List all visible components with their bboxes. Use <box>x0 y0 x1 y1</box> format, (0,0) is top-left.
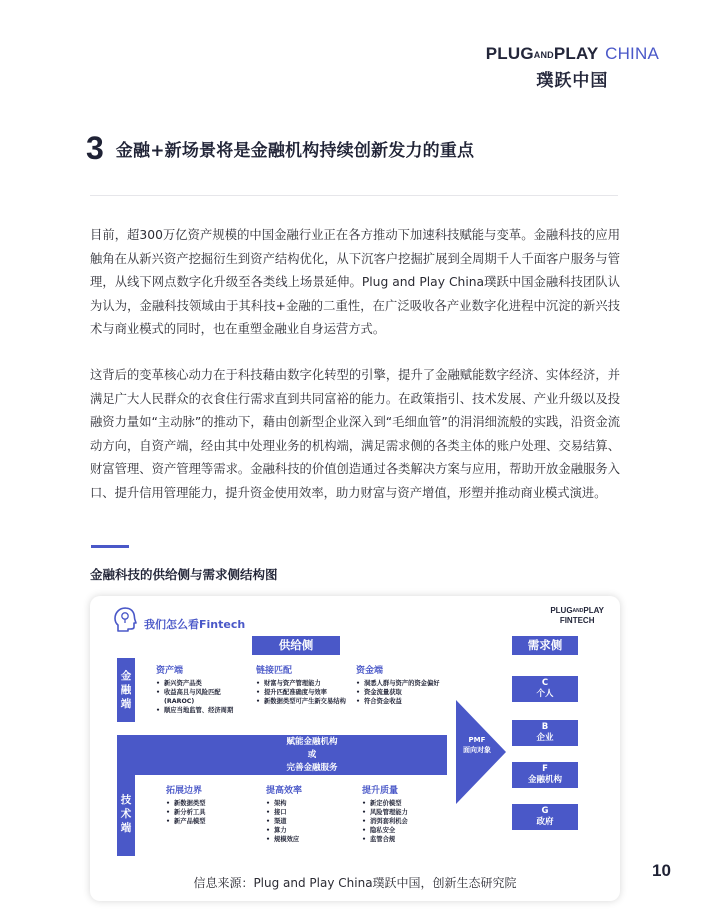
efficiency-column: 提高效率 • 架构 • 接口 • 渠道 • 算力 • 规模效应 <box>266 786 346 844</box>
caption-accent-bar <box>91 545 129 548</box>
supply-side-header: 供给侧 <box>252 636 340 655</box>
figure-source: 信息来源：Plug and Play China璞跃中国，创新生态研究院 <box>193 876 517 890</box>
matching-column: 链接匹配 • 财富与资产管理能力 • 提升匹配准确度与效率 • 新数据类型可产生新交易结构 <box>256 666 348 706</box>
paragraph-1: 目前，超300万亿资产规模的中国金融行业正在各方推动下加速科技赋能与变革。金融科技的应用触角在从新兴资产挖掘衍生到资产结构优化，从下沉客户挖掘扩展到全周期千人千面客户服务与管理，从线下网点数字化升级至各类线上场景延伸。Plug and Play China璞跃中国金融科技团队认为认为，金融科技领域由于其科技+金融的二重性，在广泛吸收各产业数字化进程中沉淀的新兴技术与商业模式的同时，也在重塑金融业自身运营方式。 <box>90 228 620 337</box>
paragraph-2: 这背后的变革核心动力在于科技藉由数字化转型的引擎，提升了金融赋能数字经济、实体经济，并满足广大人民群众的衣食住行需求直到共同富裕的能力。在政策指引、技术发展、产业升级以及投融资力量如“主动脉”的推动下，藉由创新型企业深入到“毛细血管”的涓涓细流般的实践，沿资金流动方向，自资产端，经由其中处理业务的机构端，满足需求侧的各类主体的账户处理、交易结算、财富管理、资产管理等需求。金融科技的价值创造通过各类解决方案与应用，帮助开放金融服务入口、提升信用管理能力，提升资金使用效率，助力财富与资产增值，形塑并推动商业模式演进。 <box>90 368 620 500</box>
section-title: 金融+新场景将是金融机构持续创新发力的重点 <box>115 141 475 161</box>
tech-side-label: 技 术 端 <box>117 772 135 856</box>
asset-side-column: 资产端 • 新兴资产品类 • 收益高且与风险匹配(RAROC) • 顺应当地监管、经济周期 <box>156 666 242 715</box>
section-heading <box>86 130 474 167</box>
demand-box-enterprise: B 企业 <box>512 720 578 746</box>
demand-side-header: 需求侧 <box>512 636 578 655</box>
diagram-title: 我们怎么看Fintech <box>144 618 246 631</box>
enable-institutions-band: 赋能金融机构 或 完善金融服务 <box>117 735 447 775</box>
figure-caption: 金融科技的供给侧与需求侧结构图 <box>90 567 278 582</box>
lightbulb-head-icon <box>112 605 138 635</box>
fintech-diagram <box>90 596 620 901</box>
section-number: 3 <box>86 130 104 166</box>
funding-side-column: 资金端 • 洞悉人群与资产的资金偏好 • 资金流量获取 • 符合资金收益 <box>356 666 446 706</box>
pmf-label: PMF 面向对象 <box>463 736 491 754</box>
expand-boundary-column: 拓展边界 • 新数据类型 • 新分析工具 • 新产品模型 <box>166 786 246 826</box>
brand-logo <box>486 44 659 91</box>
demand-box-individual: C 个人 <box>512 676 578 702</box>
demand-box-government: G 政府 <box>512 804 578 830</box>
brand-wordmark: PLUGANDPLAY CHINA <box>485 44 659 63</box>
section-divider <box>90 195 618 196</box>
finance-side-label: 金 融 端 <box>117 658 135 722</box>
brand-cn-name: 璞跃中国 <box>536 71 609 91</box>
quality-column: 提升质量 • 新定价模型 • 风险管理能力 • 消弭套利机会 • 隐私安全 • 监管合规 <box>362 786 446 844</box>
page-number: 10 <box>652 861 671 880</box>
demand-box-financial-institution: F 金融机构 <box>512 762 578 788</box>
fintech-brand-logo: PLUGANDPLAY FINTECH <box>550 606 604 625</box>
